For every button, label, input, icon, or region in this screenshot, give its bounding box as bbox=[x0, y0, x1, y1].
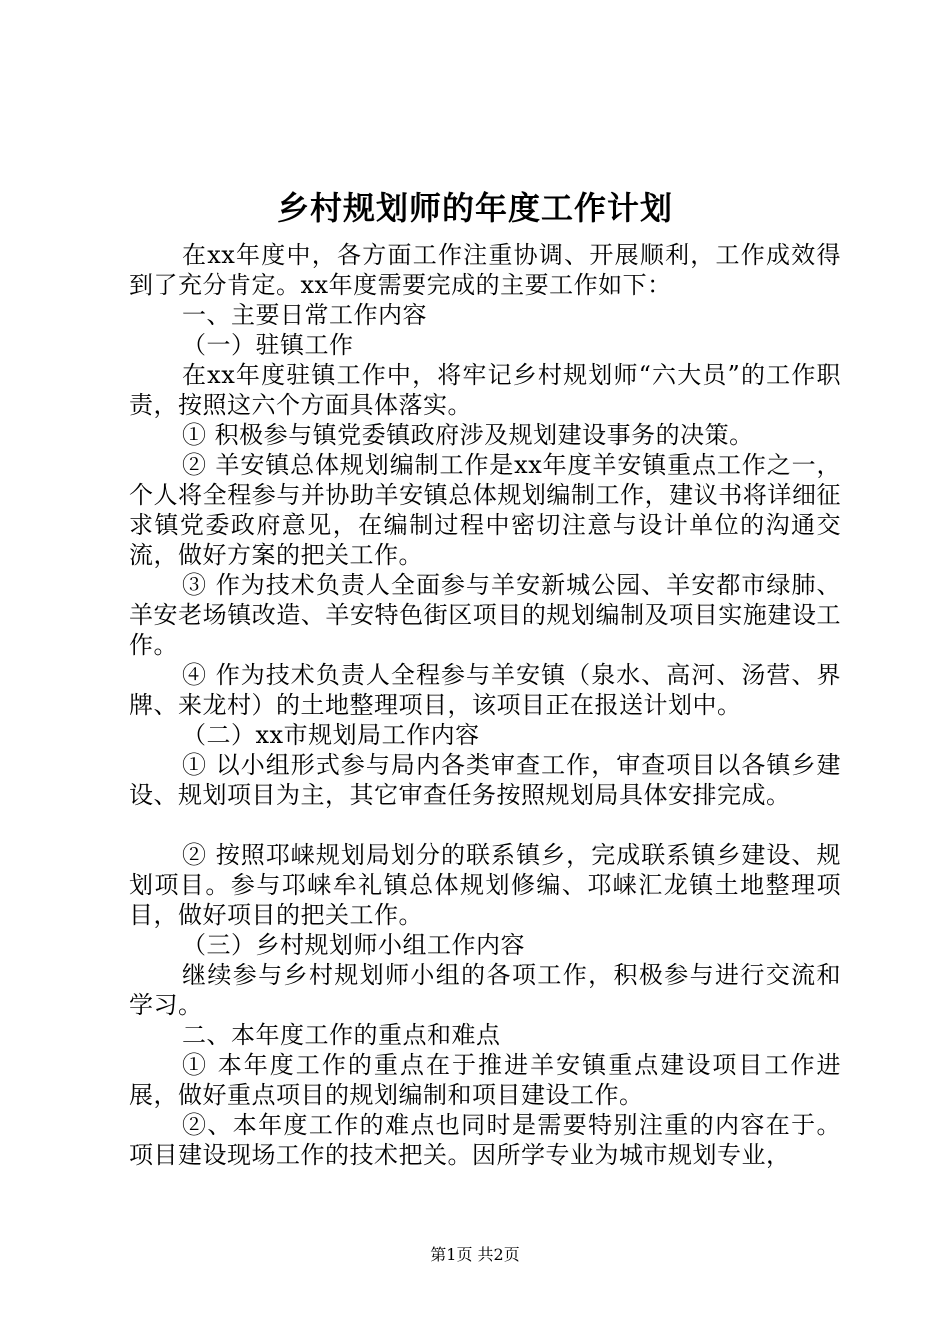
list-item: ③ 作为技术负责人全面参与羊安新城公园、羊安都市绿肺、羊安老场镇改造、羊安特色街区项目的规划编制及项目实施建设工作。 bbox=[129, 571, 841, 659]
heading-subsection-1: （一）驻镇工作 bbox=[182, 331, 354, 359]
paragraph: 继续参与乡村规划师小组的各项工作，积极参与进行交流和学习。 bbox=[129, 961, 841, 1019]
list-item: ① 以小组形式参与局内各类审查工作，审查项目以各镇乡建设、规划项目为主，其它审查任务按照规划局具体安排完成。 bbox=[129, 751, 841, 809]
blank-line bbox=[129, 810, 841, 840]
heading-subsection-3: （三）乡村规划师小组工作内容 bbox=[182, 931, 525, 959]
list-item: ① 积极参与镇党委镇政府涉及规划建设事务的决策。 bbox=[182, 421, 754, 449]
heading-subsection-2: （二）xx市规划局工作内容 bbox=[182, 721, 480, 749]
list-item: ① 本年度工作的重点在于推进羊安镇重点建设项目工作进展，做好重点项目的规划编制和项目建设工作。 bbox=[129, 1051, 841, 1109]
list-item: ②、本年度工作的难点也同时是需要特别注重的内容在于。项目建设现场工作的技术把关。因所学专业为城市规划专业， bbox=[129, 1111, 841, 1169]
paragraph: 在xx年度驻镇工作中，将牢记乡村规划师“六大员”的工作职责，按照这六个方面具体落实。 bbox=[129, 361, 841, 419]
document-body bbox=[129, 240, 841, 1170]
list-item: ② 按照邛崃规划局划分的联系镇乡，完成联系镇乡建设、规划项目。参与邛崃牟礼镇总体规划修编、邛崃汇龙镇土地整理项目，做好项目的把关工作。 bbox=[129, 841, 841, 929]
page-footer: 第1页 共2页 bbox=[430, 1245, 520, 1264]
paragraph-intro: 在xx年度中，各方面工作注重协调、开展顺利，工作成效得到了充分肯定。xx年度需要完成的主要工作如下： bbox=[129, 241, 841, 299]
list-item: ② 羊安镇总体规划编制工作是xx年度羊安镇重点工作之一，个人将全程参与并协助羊安镇总体规划编制工作，建议书将详细征求镇党委政府意见，在编制过程中密切注意与设计单位的沟通交流，做好方案的把关工作。 bbox=[129, 451, 841, 569]
heading-section-2: 二、本年度工作的重点和难点 bbox=[182, 1021, 501, 1049]
document-title: 乡村规划师的年度工作计划 bbox=[276, 189, 673, 227]
heading-section-1: 一、主要日常工作内容 bbox=[182, 301, 427, 329]
list-item: ④ 作为技术负责人全程参与羊安镇（泉水、高河、汤营、界牌、来龙村）的土地整理项目，该项目正在报送计划中。 bbox=[129, 661, 841, 719]
